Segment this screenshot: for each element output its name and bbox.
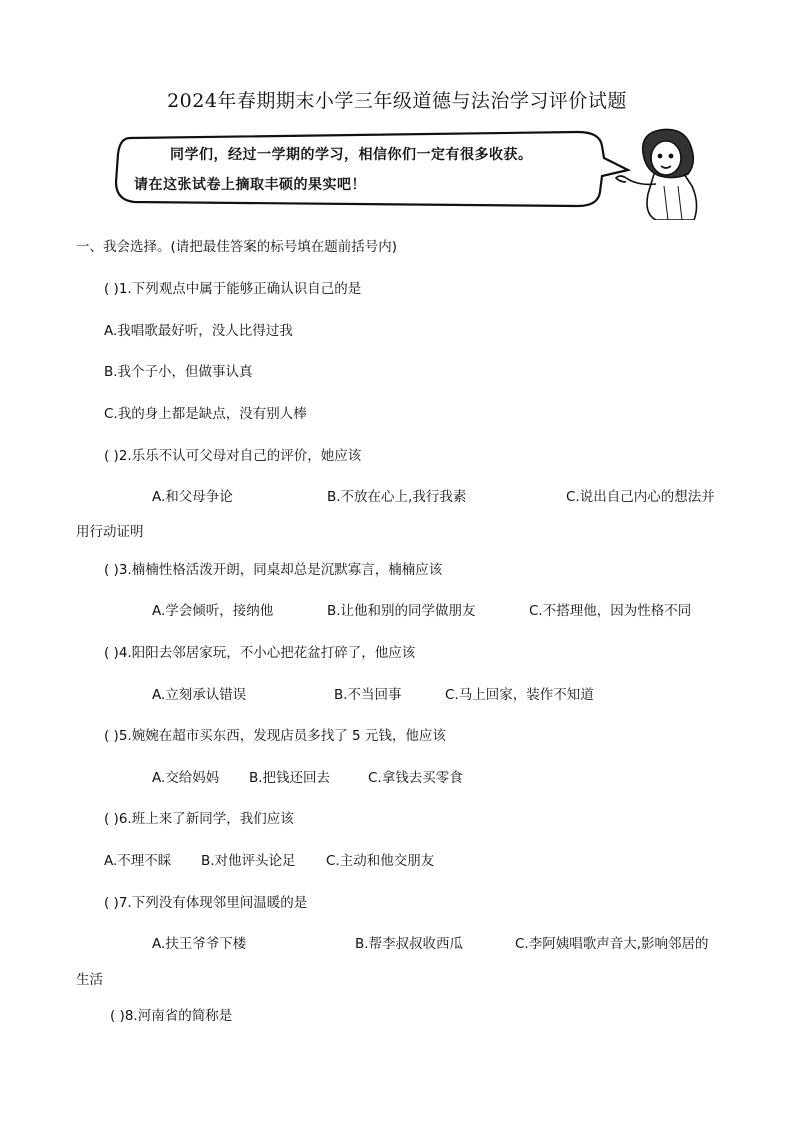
q2-option-a: A.和父母争论 xyxy=(152,489,233,505)
q7-option-a: A.扶王爷爷下楼 xyxy=(152,936,247,952)
q5-option-c: C.拿钱去买零食 xyxy=(368,770,463,786)
q6-option-b: B.对他评头论足 xyxy=(201,853,296,869)
question-8-stem: ( )8.河南省的简称是 xyxy=(110,1008,233,1024)
banner-line-2: 请在这张试卷上摘取丰硕的果实吧！ xyxy=(134,177,366,193)
question-6-stem: ( )6.班上来了新同学，我们应该 xyxy=(104,811,294,827)
question-7-stem: ( )7.下列没有体现邻里间温暖的是 xyxy=(104,895,308,911)
banner-line-1: 同学们，经过一学期的学习，相信你们一定有很多收获。 xyxy=(170,147,533,163)
q4-option-b: B.不当回事 xyxy=(334,687,402,703)
q4-option-a: A.立刻承认错误 xyxy=(152,687,247,703)
q4-option-c: C.马上回家，装作不知道 xyxy=(445,687,594,703)
q1-option-b: B.我个子小，但做事认真 xyxy=(104,364,253,380)
question-4-stem: ( )4.阳阳去邻居家玩，不小心把花盆打碎了，他应该 xyxy=(104,645,416,661)
q1-option-c: C.我的身上都是缺点，没有别人棒 xyxy=(104,406,307,422)
q7-option-c-continued: 生活 xyxy=(76,972,103,988)
speech-bubble-illustration xyxy=(108,124,708,220)
q2-option-c-continued: 用行动证明 xyxy=(76,524,144,540)
q7-option-b: B.帮李叔叔收西瓜 xyxy=(355,936,464,952)
question-5-stem: ( )5.婉婉在超市买东西，发现店员多找了 5 元钱，他应该 xyxy=(104,728,446,744)
question-1-stem: ( )1.下列观点中属于能够正确认识自己的是 xyxy=(104,281,362,297)
girl-character-icon xyxy=(616,129,697,220)
q1-option-a: A.我唱歌最好听，没人比得过我 xyxy=(104,323,293,339)
q5-option-a: A.交给妈妈 xyxy=(152,770,220,786)
q5-option-b: B.把钱还回去 xyxy=(249,770,331,786)
section-heading: 一、我会选择。(请把最佳答案的标号填在题前括号内) xyxy=(76,239,398,255)
q6-option-c: C.主动和他交朋友 xyxy=(326,853,435,869)
q3-option-a: A.学会倾听，接纳他 xyxy=(152,603,274,619)
q3-option-b: B.让他和别的同学做朋友 xyxy=(327,603,476,619)
q7-option-c: C.李阿姨唱歌声音大,影响邻居的 xyxy=(515,936,709,952)
q3-option-c: C.不搭理他，因为性格不同 xyxy=(529,603,692,619)
q6-option-a: A.不理不睬 xyxy=(104,853,172,869)
q2-option-c: C.说出自己内心的想法并 xyxy=(566,489,715,505)
question-3-stem: ( )3.楠楠性格活泼开朗，同桌却总是沉默寡言，楠楠应该 xyxy=(104,562,443,578)
question-2-stem: ( )2.乐乐不认可父母对自己的评价，她应该 xyxy=(104,448,362,464)
q2-option-b: B.不放在心上,我行我素 xyxy=(327,489,467,505)
speech-banner xyxy=(108,124,708,220)
page-title: 2024年春期期末小学三年级道德与法治学习评价试题 xyxy=(167,90,627,112)
